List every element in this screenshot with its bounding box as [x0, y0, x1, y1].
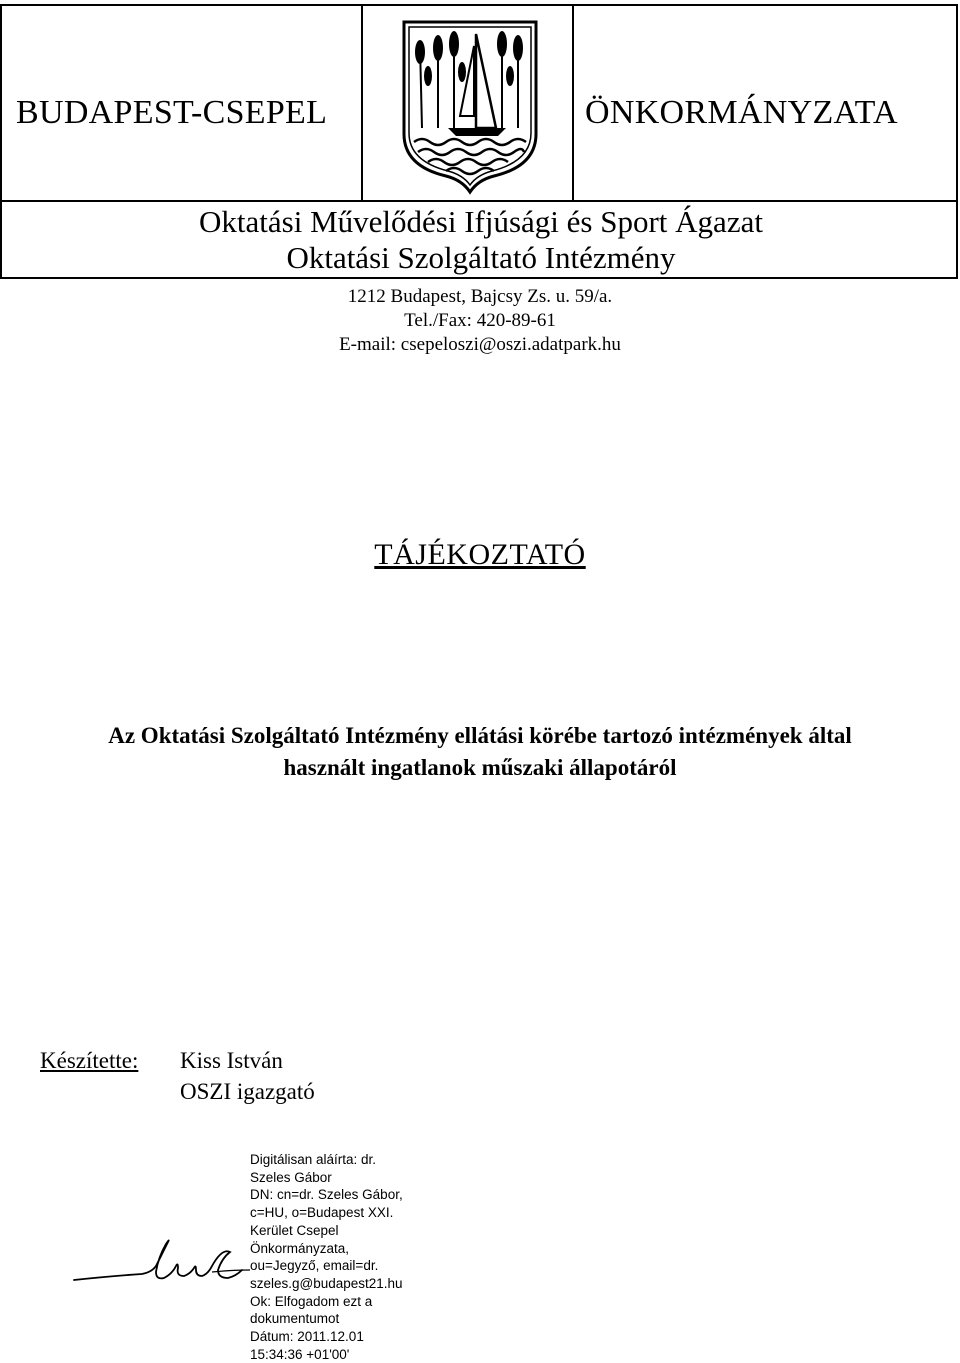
digital-signature-block: [250, 1151, 500, 1363]
signature-line: dokumentumot: [250, 1311, 340, 1327]
divider: [361, 6, 363, 200]
municipality-name-left: BUDAPEST-CSEPEL: [16, 94, 328, 131]
signature-line: DN: cn=dr. Szeles Gábor,: [250, 1187, 403, 1203]
coat-of-arms-icon: [398, 16, 542, 196]
signature-line: ou=Jegyző, email=dr.: [250, 1258, 379, 1274]
handwritten-signature-icon: [72, 1236, 252, 1296]
signature-line: Ok: Elfogadom ezt a: [250, 1293, 373, 1309]
prepared-by-label: Készítette:: [40, 1048, 139, 1073]
subject-line: Az Oktatási Szolgáltató Intézmény ellátási körébe tartozó intézmények által: [108, 723, 852, 748]
email: E-mail: csepeloszi@oszi.adatpark.hu: [339, 334, 621, 355]
institution-name: Oktatási Szolgáltató Intézmény: [286, 240, 676, 275]
signature-line: 15:34:36 +01'00': [250, 1346, 350, 1362]
document-subject: [0, 720, 960, 784]
signature-line: Szeles Gábor: [250, 1169, 332, 1185]
address: 1212 Budapest, Bajcsy Zs. u. 59/a.: [347, 286, 613, 307]
signature-line: szeles.g@budapest21.hu: [250, 1275, 403, 1291]
divider: [2, 200, 956, 202]
signature-line: Dátum: 2011.12.01: [250, 1329, 364, 1345]
signature-line: c=HU, o=Budapest XXI.: [250, 1205, 394, 1221]
document-title: TÁJÉKOZTATÓ: [374, 538, 586, 571]
author-name: Kiss István: [180, 1048, 283, 1073]
letterhead: [0, 4, 958, 279]
signature-line: Kerület Csepel: [250, 1222, 339, 1238]
municipality-name-right: ÖNKORMÁNYZATA: [585, 94, 898, 131]
department-name: Oktatási Művelődési Ifjúsági és Sport Ágazat: [199, 204, 763, 239]
signature-line: Önkormányzata,: [250, 1240, 350, 1256]
author-role: OSZI igazgató: [180, 1079, 315, 1104]
subject-line: használt ingatlanok műszaki állapotáról: [283, 755, 677, 780]
phone: Tel./Fax: 420-89-61: [404, 310, 556, 331]
signature-line: Digitálisan aláírta: dr.: [250, 1152, 377, 1167]
divider: [572, 6, 574, 200]
